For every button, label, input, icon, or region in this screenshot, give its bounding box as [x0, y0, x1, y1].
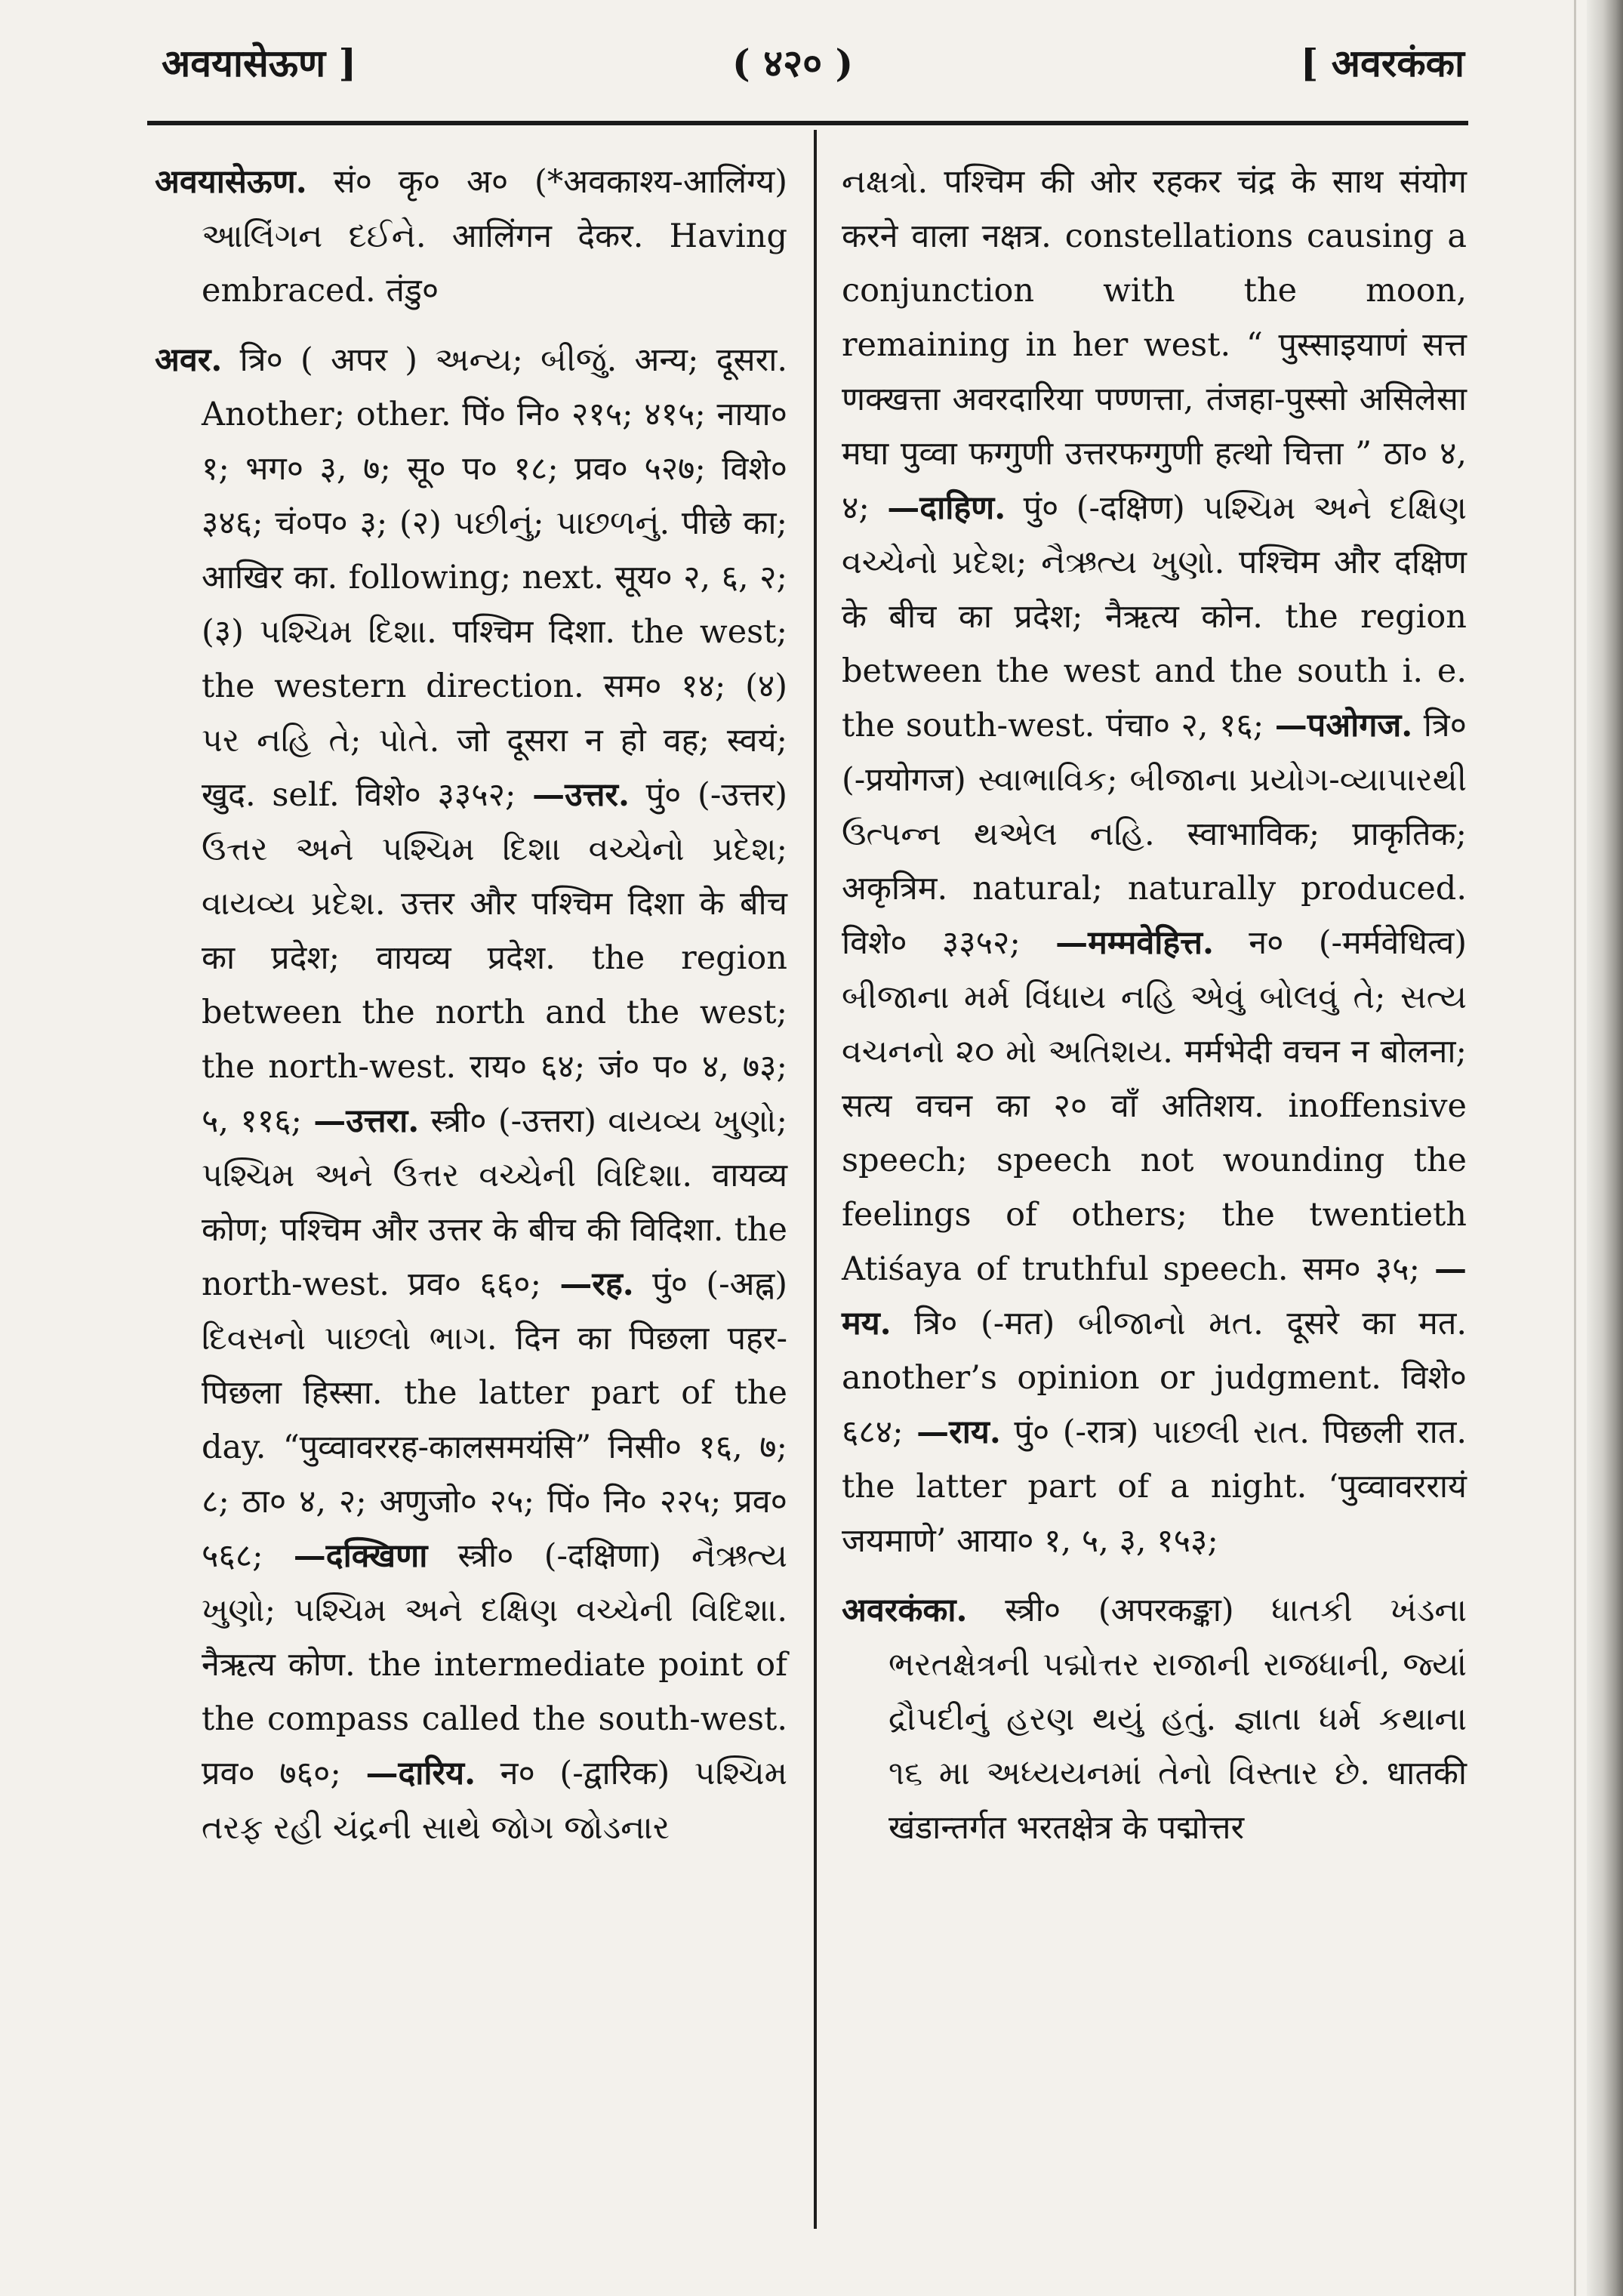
right-column: [842, 155, 1467, 1870]
subentry-head: —रह.: [559, 1265, 634, 1303]
subentry-head: —उत्तर.: [532, 776, 630, 814]
page-header: [151, 30, 1464, 98]
subentry-body: पुं० (-अह्न) દિવસનો પાછલો ભાગ. दिन का पिछला पहर-पिछला हिस्सा. the latter part of the day. “पुव्वावररह-कालसमयंसि” निसी० १६, ७; ८; ठा० ४, २; अणुजो० २५; पिं० नि० २२५; प्रव० ५६८;: [202, 1265, 788, 1575]
header-left-guideword: अवयासेऊण ]: [162, 41, 357, 85]
subentry-body: पुं० (-रात्र) પાછલી રાત. पिछली रात. the latter part of a night. ‘पुव्वावररायं जयमाणे’ आया० १, ५, ३, १५३;: [842, 1413, 1467, 1560]
page-number: ( ४२० ): [732, 41, 854, 85]
subentry-body: त्रि० (-प्रयोगज) સ્વાભાવિક; બીજાના પ્રયોગ-વ્યાપારથી ઉત્પન્ન થએલ નહિ. स्वाभाविक; प्राकृतिक; अकृत्रिम. natural; naturally produced. विशे० ३३५२;: [842, 707, 1467, 962]
headword: अवर.: [155, 341, 223, 379]
continuation-text: નક્ષત્રો. पश्चिम की ओर रहकर चंद्र के साथ संयोग करने वाला नक्षत्र. constellations causing a conjunction with the moon, remaining in her west. “ पुस्साइयाणं सत्त णक्खत्ता अवरदारिया पण्णत्ता, तंजहा-पुस्सो असिलेसा मघा पुव्वा फग्गुणी उत्तरफग्गुणी हत्थो चित्ता ” ठा० ४, ४;: [842, 163, 1467, 527]
left-column: [155, 155, 787, 1870]
headword: अवयासेऊण.: [155, 163, 307, 201]
subentry-head: —दक्खिणा: [293, 1537, 428, 1575]
headword: अवरकंका.: [842, 1592, 968, 1629]
subentry-head: —उत्तरा.: [313, 1102, 420, 1140]
subentry-head: —पओगज.: [1274, 707, 1413, 744]
subentry-body: पुं० (-दक्षिण) પશ્ચિમ અને દક્ષિણ વચ્ચેનો પ્રદેશ; નૈઋત્ય ખુણો. पश्चिम और दक्षिण के बीच का प्रदेश; नैऋत्य कोन. the region between the west and the south i. e. the south-west. पंचा० २, १६;: [842, 489, 1467, 744]
subentry-body: स्त्री० (-उत्तरा) વાયવ્ય ખુણો; પશ્ચિમ અને ઉત્તર વચ્ચેની વિદિશા. वायव्य कोण; पश्चिम और उत्तर के बीच की विदिशा. the north-west. प्रव० ६६०;: [202, 1102, 788, 1303]
entry-continuation: [842, 155, 1467, 1568]
entry-body: सं० कृ० अ० (*अवकाश्य-आलिंग्य) આલિંગન દઈને. आलिंगन देकर. Having embraced. तंडु०: [202, 163, 788, 310]
subentry-head: —राय.: [916, 1413, 1001, 1451]
binding-line: [1574, 0, 1576, 2296]
subentry-head: —दाहिण.: [887, 489, 1006, 527]
header-rule: [147, 121, 1468, 125]
entry-body: स्त्री० (अपरकङ्का) ધાતકી ખંડના ભરતક્ષેત્રની પદ્મોત્તર રાજાની રાજધાની, જ્યાં દ્રૌપદીનું હરણ થયું હતું. જ્ઞાતા ધર્મ કથાના ૧૬ મા અધ્યયનમાં તેનો વિસ્તાર છે. धातकी खंडान्तर्गत भरतक्षेत्र के पद्मोत्तर: [888, 1592, 1467, 1847]
subentry-body: त्रि० (-मत) બીજાનો મત. दूसरे का मत. another’s opinion or judgment. विशे० ६८४;: [842, 1305, 1467, 1451]
subentry-head: —मय.: [842, 1250, 1467, 1342]
subentry-head: —दारिय.: [365, 1755, 476, 1792]
subentry-head: —मम्मवेहित्त.: [1055, 924, 1214, 962]
entry-avarakanka: [842, 1583, 1467, 1855]
page-edge-shadow: [1587, 0, 1623, 2296]
header-right-guideword: [ अवरकंका: [1300, 41, 1464, 85]
subentry-body: न० (-मर्मवेधित्व) બીજાના મર્મ વિંધાય નહિ એવું બોલવું તે; સત્ય વચનનો ૨૦ મો અતિશય. मर्मभेदी वचन न बोलना; सत्य वचन का २० वाँ अतिशय. inoffensive speech; speech not wounding the feelings of others; the twentieth Atiśaya of truthful speech. सम० ३५;: [842, 924, 1467, 1288]
entry-avayaseuna: [155, 155, 787, 318]
subentry-body: स्त्री० (-दक्षिणा) નૈઋત્ય ખુણો; પશ્ચિમ અને દક્ષિણ વચ્ચેની વિદિશા. नैऋत्य कोण. the intermediate point of the compass called the south-west. प्रव० ७६०;: [202, 1537, 787, 1792]
subentry-body: न० (-द्वारिक) પશ્ચિમ તરફ રહી ચંદ્રની સાથે જોગ જોડનાર: [202, 1755, 788, 1847]
entry-body: त्रि० ( अपर ) અન્ય; બીજું. अन्य; दूसरा. Another; other. पिं० नि० २१५; ४१५; नाया० १; भग० ३, ७; सू० प० १८; प्रव० ५२७; विशे० ३४६; चं०प० ३; (२) પછીનું; પાછળનું. पीछे का; आखिर का. following; next. सूय० २, ६, २; (३) પશ્ચિમ દિશા. पश्चिम दिशा. the west; the western direction. सम० १४; (४) પર નહિ તે; પોતે. जो दूसरा न हो वह; स्वयं; खुद. self. विशे० ३३५२;: [202, 341, 787, 814]
entry-avara: [155, 333, 787, 1855]
column-divider: [814, 130, 817, 2229]
subentry-body: पुं० (-उत्तर) ઉત્તર અને પશ્ચિમ દિશા વચ્ચેનો પ્રદેશ; વાયવ્ય પ્રદેશ. उत्तर और पश्चिम दिशा के बीच का प्रदेश; वायव्य प्रदेश. the region between the north and the west; the north-west. राय० ६४; जं० प० ४, ७३; ५, ११६;: [202, 776, 787, 1140]
